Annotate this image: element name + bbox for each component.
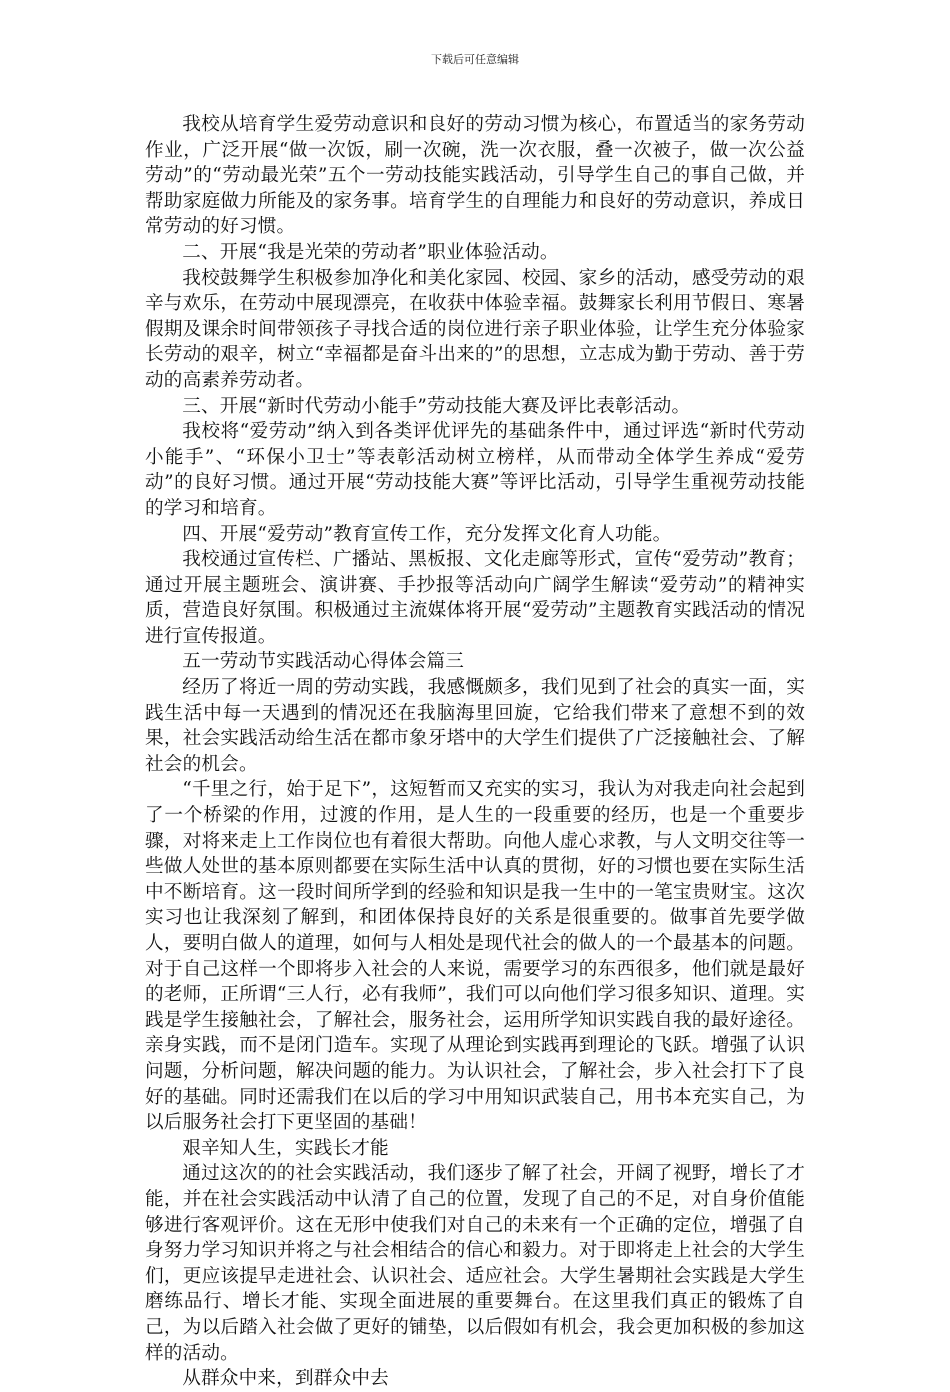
paragraph: 我校从培育学生爱劳动意识和良好的劳动习惯为核心，布置适当的家务劳动作业，广泛开展“做一次饭，刷一次碗，洗一次衣服，叠一次被子，做一次公益劳动”的“劳动最光荣”五个一劳动技能实践活动，引导学生自己的事自己做，并帮助家庭做力所能及的家务事。培育学生的自理能力和良好的劳动意识，养成日常劳动的好习惯。 (145, 114, 805, 238)
subheading: 从群众中来，到群众中去 (182, 1368, 389, 1390)
document-body (145, 112, 805, 1392)
section-heading: 三、开展“新时代劳动小能手”劳动技能大赛及评比表彰活动。 (182, 395, 691, 417)
section-heading: 四、开展“爱劳动”教育宣传工作，充分发挥文化育人功能。 (182, 523, 672, 545)
paragraph: 通过这次的的社会实践活动，我们逐步了解了社会，开阔了视野，增长了才能，并在社会实践活动中认清了自己的位置，发现了自己的不足，对自身价值能够进行客观评价。这在无形中使我们对自己的未来有一个正确的定位，增强了自身努力学习知识并将之与社会相结合的信心和毅力。对于即将走上社会的大学生们，更应该提早走进社会、认识社会、适应社会。大学生暑期社会实践是大学生磨练品行、增长才能、实现全面进展的重要舞台。在这里我们真正的锻炼了自己，为以后踏入社会做了更好的铺垫，以后假如有机会，我会更加积极的参加这样的活动。 (145, 1163, 805, 1364)
page-header-note: 下载后可任意编辑 (431, 53, 519, 66)
paragraph: 经历了将近一周的劳动实践，我感慨颇多，我们见到了社会的真实一面，实践生活中每一天遇到的情况还在我脑海里回旋，它给我们带来了意想不到的效果，社会实践活动给生活在都市象牙塔中的大学生们提供了广泛接触社会、了解社会的机会。 (145, 677, 805, 775)
section-heading: 二、开展“我是光荣的劳动者”职业体验活动。 (182, 241, 559, 263)
paragraph: 我校将“爱劳动”纳入到各类评优评先的基础条件中，通过评选“新时代劳动小能手”、“环保小卫士”等表彰活动树立榜样，从而带动全体学生养成“爱劳动”的良好习惯。通过开展“劳动技能大赛”等评比活动，引导学生重视劳动技能的学习和培育。 (145, 421, 805, 519)
subheading: 艰辛知人生，实践长才能 (182, 1137, 389, 1159)
article-title: 五一劳动节实践活动心得体会篇三 (182, 651, 465, 673)
paragraph: 我校通过宣传栏、广播站、黑板报、文化走廊等形式，宣传“爱劳动”教育；通过开展主题班会、演讲赛、手抄报等活动向广阔学生解读“爱劳动”的精神实质，营造良好氛围。积极通过主流媒体将开展“爱劳动”主题教育实践活动的情况进行宣传报道。 (145, 549, 805, 647)
paragraph: 我校鼓舞学生积极参加净化和美化家园、校园、家乡的活动，感受劳动的艰辛与欢乐，在劳动中展现漂亮，在收获中体验幸福。鼓舞家长利用节假日、寒暑假期及课余时间带领孩子寻找合适的岗位进行亲子职业体验，让学生充分体验家长劳动的艰辛，树立“幸福都是奋斗出来的”的思想，立志成为勤于劳动、善于劳动的高素养劳动者。 (145, 267, 805, 391)
paragraph: “千里之行，始于足下”，这短暂而又充实的实习，我认为对我走向社会起到了一个桥梁的作用，过渡的作用，是人生的一段重要的经历，也是一个重要步骤，对将来走上工作岗位也有着很大帮助。向他人虚心求教，与人文明交往等一些做人处世的基本原则都要在实际生活中认真的贯彻，好的习惯也要在实际生活中不断培育。这一段时间所学到的经验和知识是我一生中的一笔宝贵财宝。这次实习也让我深刻了解到，和团体保持良好的关系是很重要的。做事首先要学做人，要明白做人的道理，如何与人相处是现代社会的做人的一个最基本的问题。对于自己这样一个即将步入社会的人来说，需要学习的东西很多，他们就是最好的老师，正所谓“三人行，必有我师”，我们可以向他们学习很多知识、道理。实践是学生接触社会，了解社会，服务社会，运用所学知识实践自我的最好途径。亲身实践，而不是闭门造车。实现了从理论到实践再到理论的飞跃。增强了认识问题，分析问题，解决问题的能力。为认识社会，了解社会，步入社会打下了良好的基础。同时还需我们在以后的学习中用知识武装自己，用书本充实自己，为以后服务社会打下更坚固的基础！ (145, 779, 805, 1134)
